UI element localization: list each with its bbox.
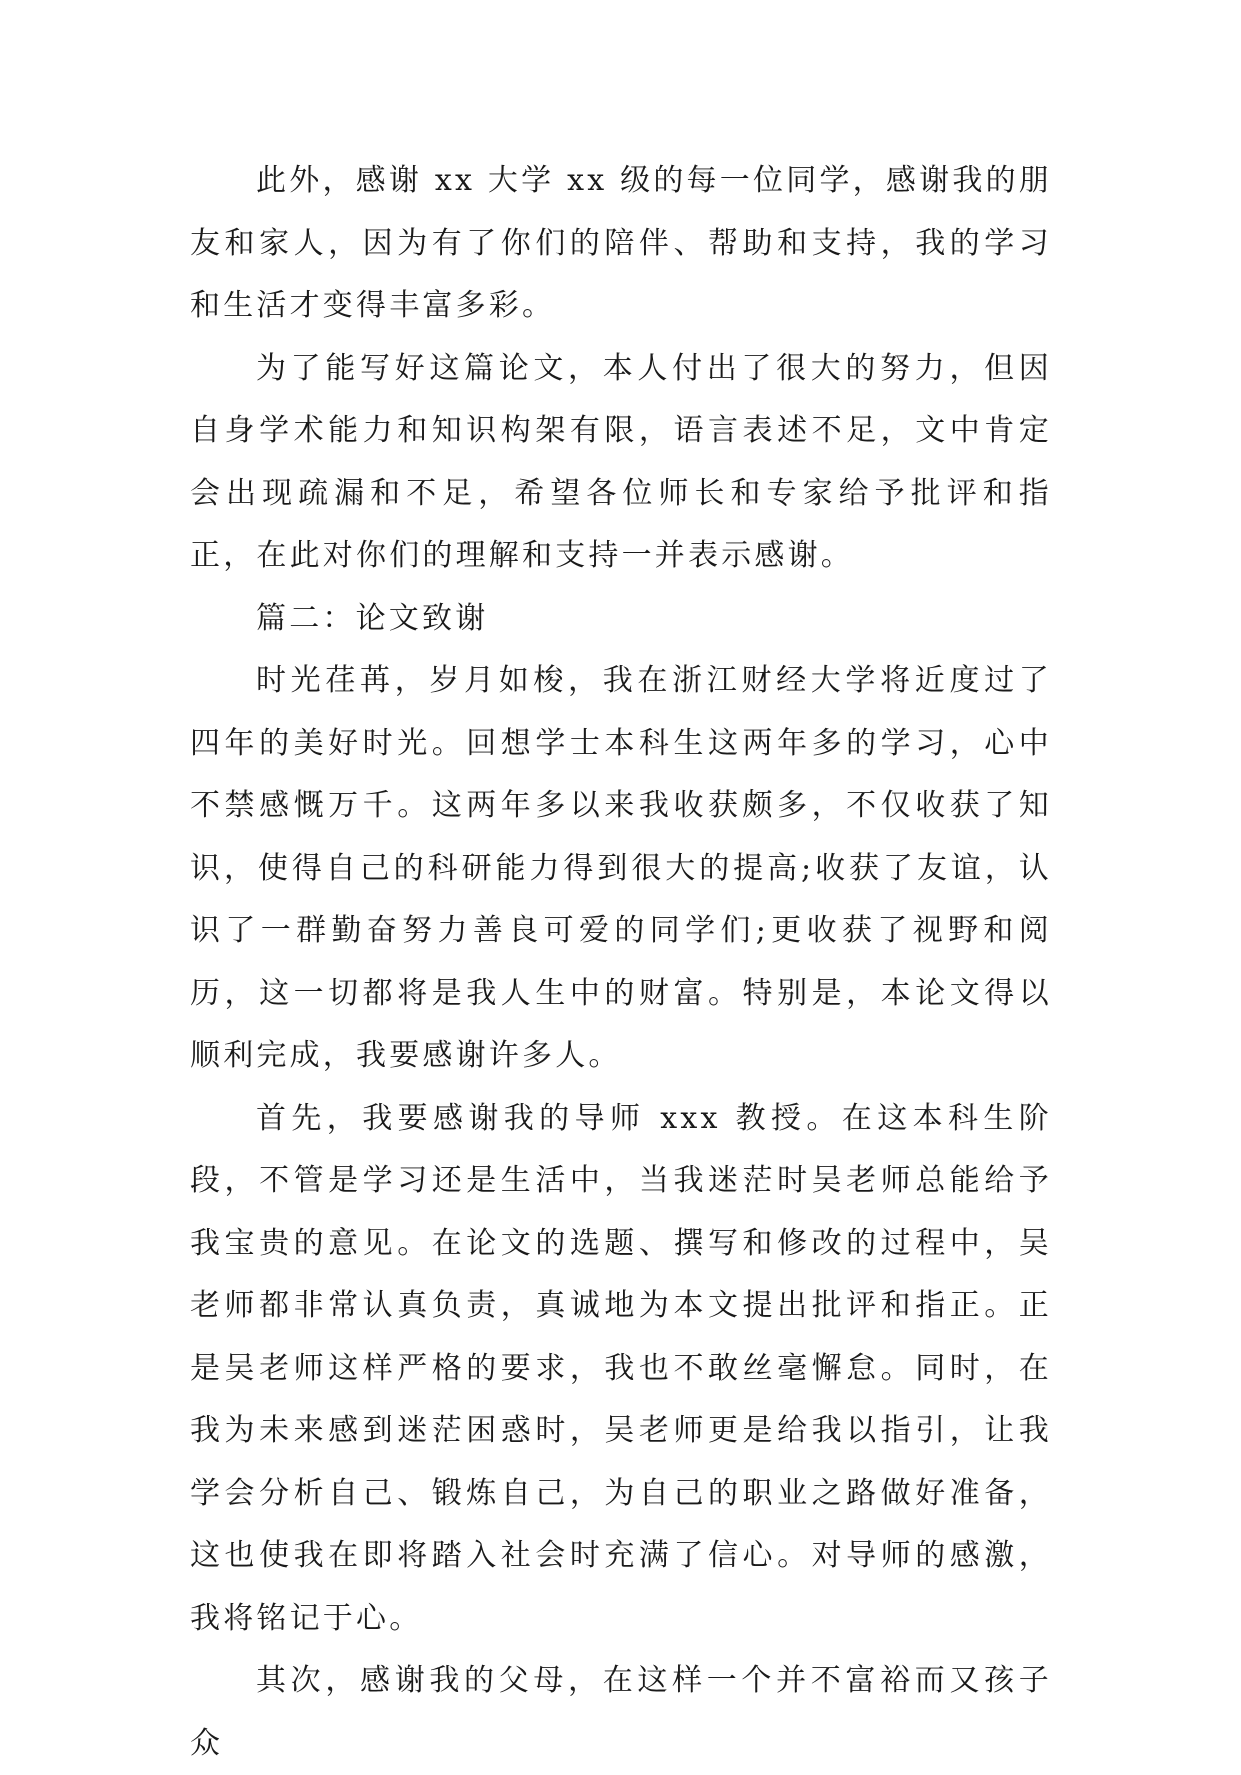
paragraph-thanks-advisor: 首先，我要感谢我的导师 xxx 教授。在这本科生阶段，不管是学习还是生活中，当我迷茫时吴老师总能给予我宝贵的意见。在论文的选题、撰写和修改的过程中，吴老师都非常认真负责，真诚地为本文提出批评和指正。正是吴老师这样严格的要求，我也不敢丝毫懈怠。同时，在我为未来感到迷茫困惑时，吴老师更是给我以指引，让我学会分析自己、锻炼自己，为自己的职业之路做好准备，这也使我在即将踏入社会时充满了信心。对导师的感激，我将铭记于心。 <box>190 1100 1052 1636</box>
paragraph-thanks-parents: 其次，感谢我的父母，在这样一个并不富裕而又孩子众 <box>190 1663 1052 1761</box>
paragraph-effort-apology: 为了能写好这篇论文，本人付出了很大的努力，但因自身学术能力和知识构架有限，语言表述不足，文中肯定会出现疏漏和不足，希望各位师长和专家给予批评和指正，在此对你们的理解和支持一并表示感谢。 <box>190 350 1052 573</box>
paragraph-time-passing: 时光荏苒，岁月如梭，我在浙江财经大学将近度过了四年的美好时光。回想学士本科生这两年多的学习，心中不禁感慨万千。这两年多以来我收获颇多，不仅收获了知识，使得自己的科研能力得到很大的提高;收获了友谊，认识了一群勤奋努力善良可爱的同学们;更收获了视野和阅历，这一切都将是我人生中的财富。特别是，本论文得以顺利完成，我要感谢许多人。 <box>190 663 1052 1073</box>
section-heading: 篇二：论文致谢 <box>256 600 489 636</box>
paragraph-thanks-classmates: 此外，感谢 xx 大学 xx 级的每一位同学，感谢我的朋友和家人，因为有了你们的陪伴、帮助和支持，我的学习和生活才变得丰富多彩。 <box>190 163 1052 323</box>
document-body <box>190 150 1052 1775</box>
